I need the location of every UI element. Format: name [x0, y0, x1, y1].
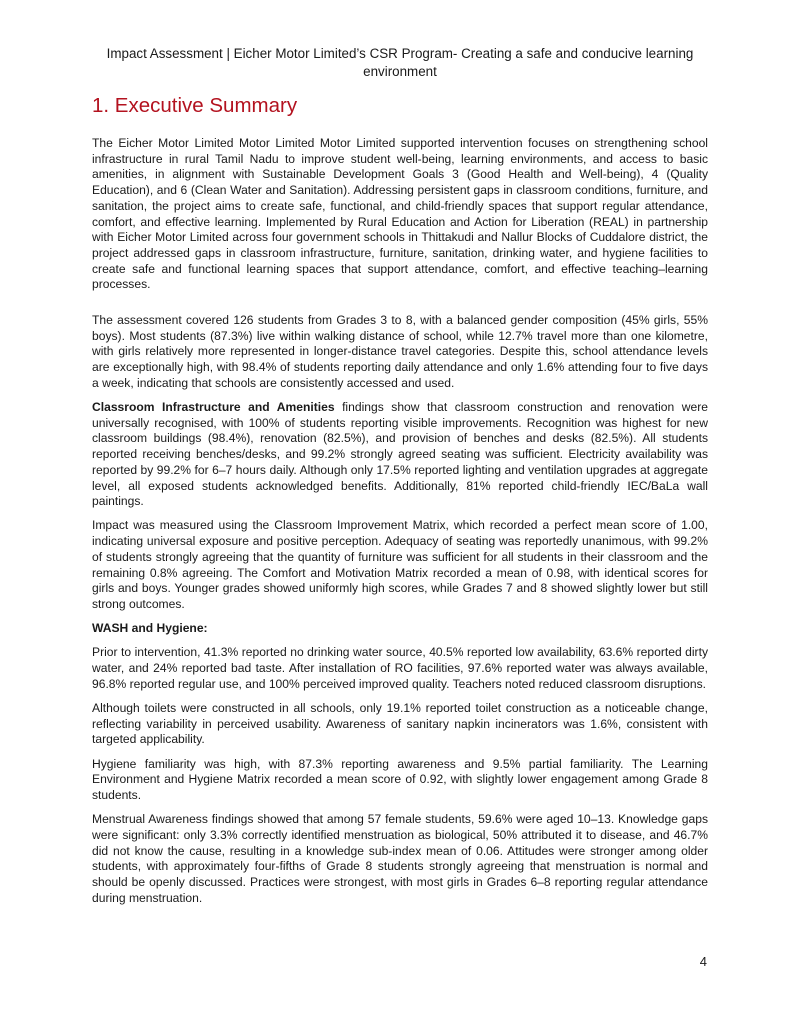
section-heading: 1. Executive Summary	[92, 94, 298, 117]
classroom-text: findings show that classroom construction and renovation were universally recognised, with 100% of students reporting visible improvements. Recognition was highest for new classroom buildings (98.4%), renovation (82.5%), and provision of benches and desks (82.5%). All students reported receiving benches/desks, and 99.2% strongly agreed seating was sufficient. Electricity availability was reported by 99.2% for 6–7 hours daily. Although only 17.5% reported lighting and ventilation upgrades at aggregate level, all exposed students acknowledged benefits. Additionally, 81% reported child-friendly IEC/BaLa wall paintings.	[92, 400, 708, 509]
running-header: Impact Assessment | Eicher Motor Limited’s CSR Program- Creating a safe and conducive learning environment	[106, 46, 694, 79]
paragraph-hygiene: Hygiene familiarity was high, with 87.3% reporting awareness and 9.5% partial familiarity. The Learning Environment and Hygiene Matrix recorded a mean score of 0.92, with slightly lower engagement among Grade 8 students.	[92, 756, 708, 803]
paragraph-classroom	[92, 400, 708, 510]
paragraph-intro: The Eicher Motor Limited Motor Limited Motor Limited supported intervention focuses on strengthening school infrastructure in rural Tamil Nadu to improve student well-being, learning environments, and access to basic amenities, in alignment with Sustainable Development Goals 3 (Good Health and Well-being), 4 (Quality Education), and 6 (Clean Water and Sanitation). Addressing persistent gaps in classroom conditions, furniture, and sanitation, the project aims to create safe, functional, and child-friendly spaces that support regular attendance, comfort, and effective learning. Implemented by Rural Education and Action for Liberation (REAL) in partnership with Eicher Motor Limited across four government schools in Thittakudi and Nallur Blocks of Cuddalore district, the project addressed gaps in classroom infrastructure, furniture, sanitation, drinking water, and hygiene facilities to create safe and functional learning spaces that support attendance, comfort, and effective teaching–learning processes.	[92, 136, 708, 292]
wash-subheading	[92, 621, 708, 637]
paragraph-assessment: The assessment covered 126 students from Grades 3 to 8, with a balanced gender composition (45% girls, 55% boys). Most students (87.3%) live within walking distance of school, while 12.7% travel more than one kilometre, with girls relatively more represented in longer-distance travel categories. Despite this, school attendance levels are exceptionally high, with 98.4% of students reporting daily attendance and only 1.6% attending four to five days a week, indicating that schools are consistently accessed and used.	[92, 313, 708, 390]
wash-subheading-text: WASH and Hygiene:	[92, 621, 208, 636]
paragraph-impact: Impact was measured using the Classroom Improvement Matrix, which recorded a perfect mean score of 1.00, indicating universal exposure and positive perception. Adequacy of seating was reportedly unanimous, with 99.2% of students strongly agreeing that the quantity of furniture was sufficient for all students in their classroom and the remaining 0.8% agreeing. The Comfort and Motivation Matrix recorded a mean of 0.98, with identical scores for girls and boys. Younger grades showed uniformly high scores, while Grades 7 and 8 showed slightly lower but still strong outcomes.	[92, 518, 708, 611]
paragraph-toilets: Although toilets were constructed in all schools, only 19.1% reported toilet construction as a noticeable change, reflecting variability in perceived usability. Awareness of sanitary napkin incinerators was 1.6%, consistent with targeted applicability.	[92, 701, 708, 747]
page-number: 4	[699, 954, 707, 969]
classroom-lead-in: Classroom Infrastructure and Amenities	[92, 400, 335, 415]
body-text	[92, 136, 708, 915]
paragraph-menstrual: Menstrual Awareness findings showed that among 57 female students, 59.6% were aged 10–13. Knowledge gaps were significant: only 3.3% correctly identified menstruation as biological, 50% attributed it to disease, and 46.7% did not know the cause, resulting in a knowledge sub-index mean of 0.06. Attitudes were stronger among older students, with approximately four-fifths of Grade 8 students strongly agreeing that menstruation is normal and should be openly discussed. Practices were strongest, with most girls in Grades 6–8 reporting regular attendance during menstruation.	[92, 812, 708, 905]
paragraph-water: Prior to intervention, 41.3% reported no drinking water source, 40.5% reported low availability, 63.6% reported dirty water, and 24% reported bad taste. After installation of RO facilities, 97.6% reported water was always available, 96.8% reported regular use, and 100% perceived improved quality. Teachers noted reduced classroom disruptions.	[92, 645, 708, 691]
